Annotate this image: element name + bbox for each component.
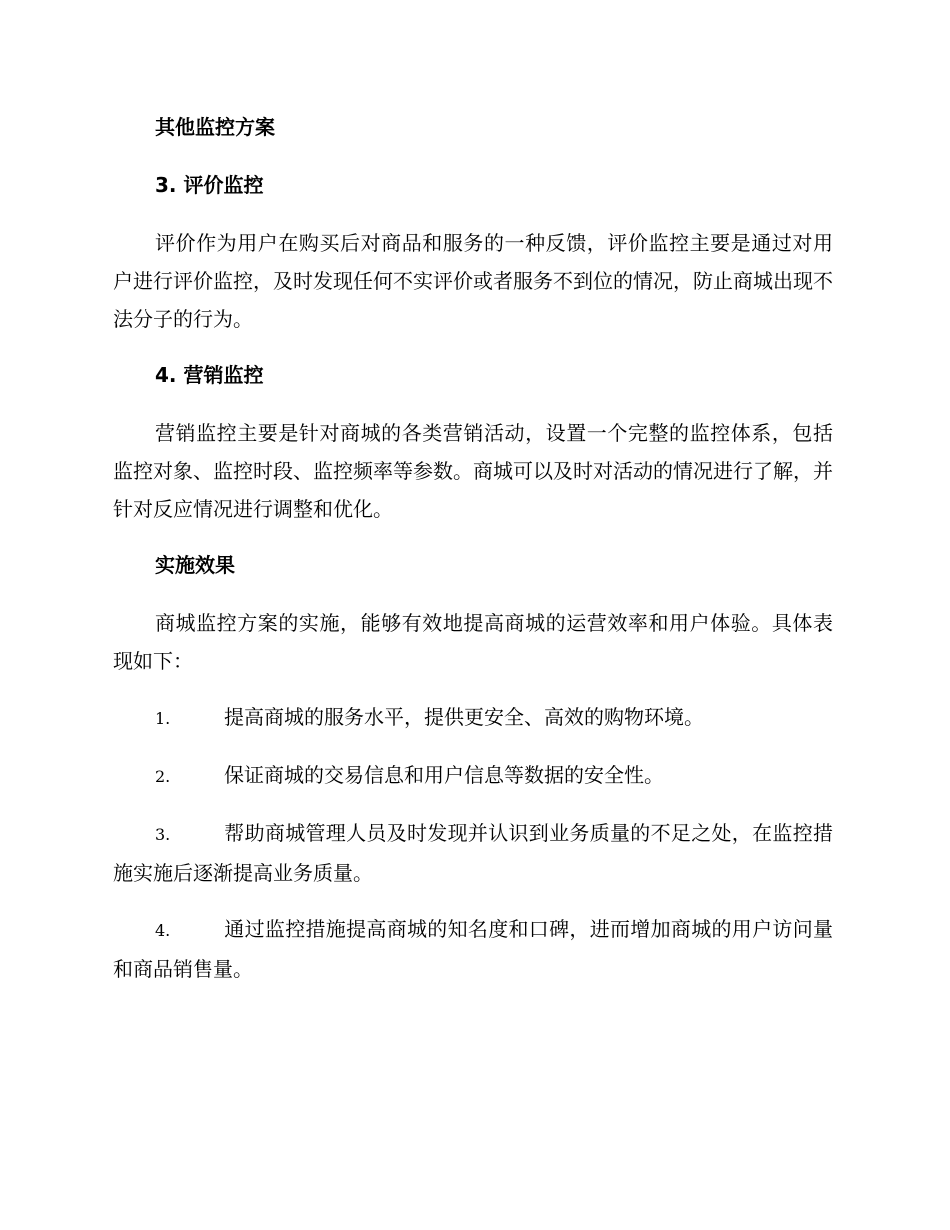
subsection-body-review: 评价作为用户在购买后对商品和服务的一种反馈，评价监控主要是通过对用户进行评价监控，及时发现任何不实评价或者服务不到位的情况，防止商城出现不法分子的行为。 [113, 231, 833, 331]
subsection-heading-review: 3. 评价监控 [155, 173, 264, 197]
list-item-text: 提高商城的服务水平，提供更安全、高效的购物环境。 [224, 705, 704, 729]
section-heading-other: 其他监控方案 [155, 115, 275, 139]
list-item-number: 2. [155, 767, 171, 786]
list-item-text: 保证商城的交易信息和用户信息等数据的安全性。 [224, 763, 664, 787]
subsection-heading-marketing: 4. 营销监控 [155, 363, 264, 387]
list-item [113, 814, 833, 892]
effects-list [113, 698, 833, 988]
list-item [113, 698, 833, 738]
list-item [113, 756, 833, 796]
list-item-text: 帮助商城管理人员及时发现并认识到业务质量的不足之处，在监控措施实施后逐渐提高业务质量。 [113, 821, 833, 885]
section-heading-effect: 实施效果 [155, 553, 235, 577]
list-item-number: 3. [155, 825, 171, 844]
list-item-text: 通过监控措施提高商城的知名度和口碑，进而增加商城的用户访问量和商品销售量。 [113, 917, 833, 981]
document-content [113, 108, 833, 1006]
list-item-number: 4. [155, 921, 171, 940]
section-effect-intro: 商城监控方案的实施，能够有效地提高商城的运营效率和用户体验。具体表现如下： [113, 611, 833, 673]
list-item [113, 910, 833, 988]
subsection-body-marketing: 营销监控主要是针对商城的各类营销活动，设置一个完整的监控体系，包括监控对象、监控时段、监控频率等参数。商城可以及时对活动的情况进行了解，并针对反应情况进行调整和优化。 [113, 421, 833, 521]
list-item-number: 1. [155, 709, 171, 728]
